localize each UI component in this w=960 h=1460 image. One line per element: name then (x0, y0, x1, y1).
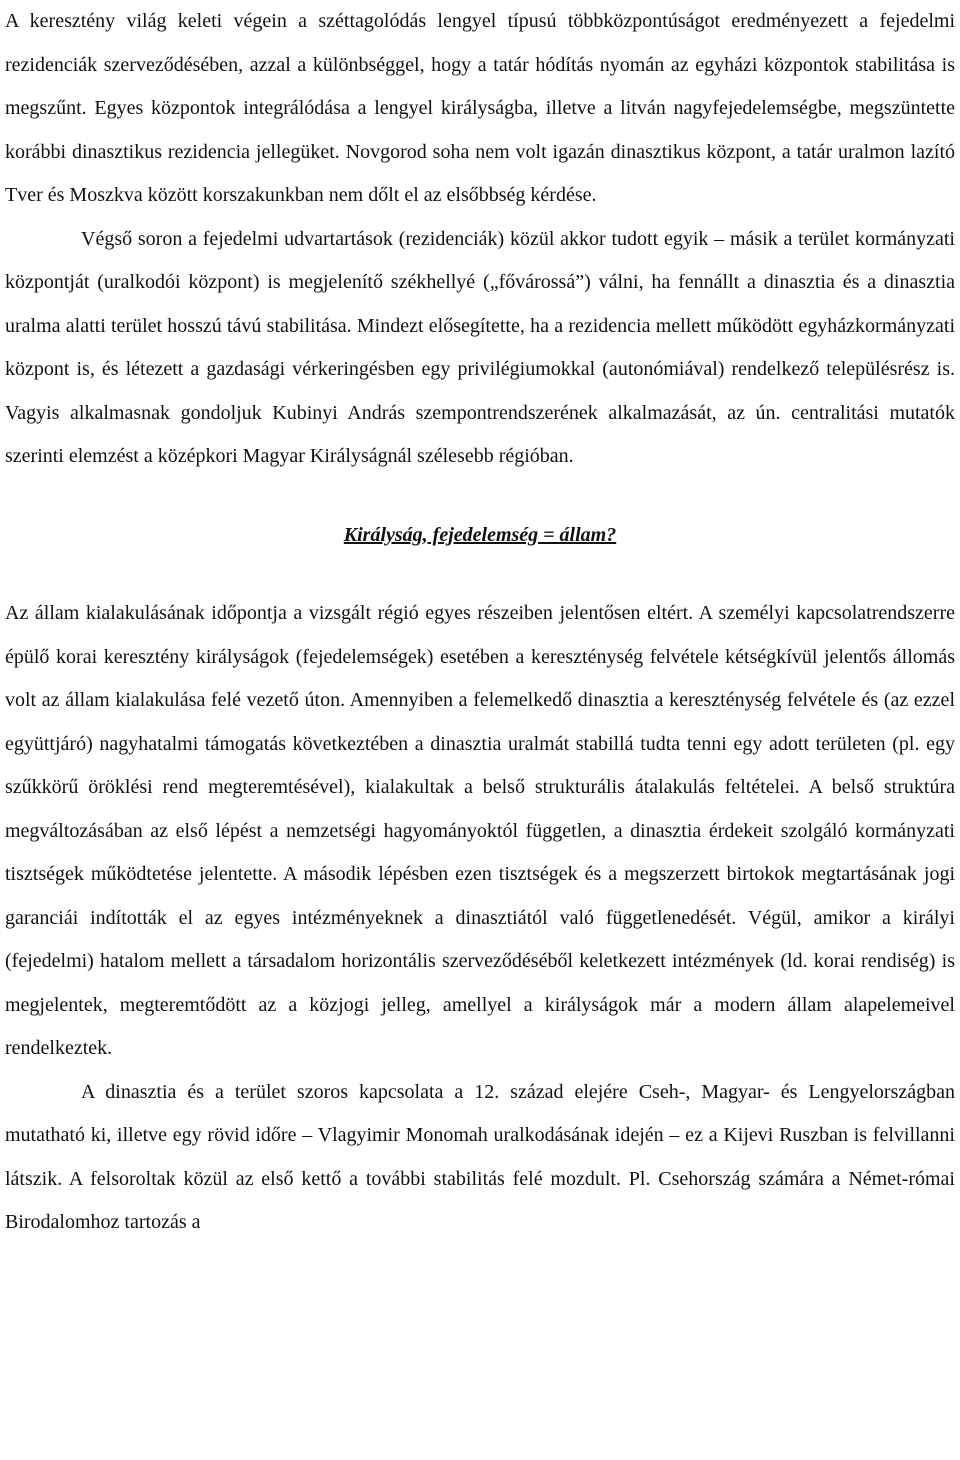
document-page (5, 0, 955, 1245)
paragraph-princely-residences: Végső soron a fejedelmi udvartartások (rezidenciák) közül akkor tudott egyik – másik a terület kormányzati központját (uralkodói központ) is megjelenítő székhellyé („fővárossá”) válni, ha fennállt a dinasztia és a dinasztia uralma alatti terület hosszú távú stabilitása. Mindezt elősegítette, ha a rezidencia mellett működött egyházkormányzati központ is, és létezett a gazdasági vérkeringésben egy privilégiumokkal (autonómiával) rendelkező településrész is. Vagyis alkalmasnak gondoljuk Kubinyi András szempontrendszerének alkalmazását, az ún. centralitási mutatók szerinti elemzést a középkori Magyar Királyságnál szélesebb régióban. (5, 227, 955, 467)
paragraph-dynasty-territory: A dinasztia és a terület szoros kapcsolata a 12. század elejére Cseh-, Magyar- és Lengyelországban mutatható ki, illetve egy rövid időre – Vlagyimir Monomah uralkodásának idején – ez a Kijevi Ruszban is felvillanni látszik. A felsoroltak közül az első kettő a további stabilitás felé mozdult. Pl. Csehország számára a Német-római Birodalomhoz tartozás a (5, 1080, 955, 1233)
paragraph-state-formation: Az állam kialakulásának időpontja a vizsgált régió egyes részeiben jelentősen eltért. A személyi kapcsolatrendszerre épülő korai keresztény királyságok (fejedelemségek) esetében a kereszténység felvétele kétségkívül jelentős állomás volt az állam kialakulása felé vezető úton. Amennyiben a felemelkedő dinasztia a kereszténység felvétele és (az ezzel együttjáró) nagyhatalmi támogatás következtében a dinasztia uralmát stabillá tudta tenni egy adott területen (pl. egy szűkkörű öröklési rend megteremtésével), kialakultak a belső strukturális átalakulás feltételei. A belső struktúra megváltozásában az első lépést a nemzetségi hagyományoktól független, a dinasztia érdekeit szolgáló kormányzati tisztségek működtetése jelentette. A második lépésben ezen tisztségek és a megszerzett birtokok megtartásának jogi garanciái indították el az egyes intézményeknek a dinasztiától való függetlenedését. Végül, amikor a királyi (fejedelmi) hatalom mellett a társadalom horizontális szerveződéséből keletkezett intézmények (ld. korai rendiség) is megjelentek, megteremtődött az a közjogi jelleg, amellyel a királyságok már a modern állam alapelemeivel rendelkeztek. (5, 602, 955, 1059)
paragraph-eastern-christian-world: A keresztény világ keleti végein a széttagolódás lengyel típusú többközpontúságot eredményezett a fejedelmi rezidenciák szerveződésében, azzal a különbséggel, hogy a tatár hódítás nyomán az egyházi központok stabilitása is megszűnt. Egyes központok integrálódása a lengyel királyságba, illetve a litván nagyfejedelemségbe, megszüntette korábbi dinasztikus rezidencia jellegüket. Novgorod soha nem volt igazán dinasztikus központ, a tatár uralmon lazító Tver és Moszkva között korszakunkban nem dőlt el az elsőbbség kérdése. (5, 10, 955, 206)
spacer (5, 557, 955, 592)
spacer (5, 479, 955, 514)
section-heading: Királyság, fejedelemség = állam? (343, 523, 617, 546)
